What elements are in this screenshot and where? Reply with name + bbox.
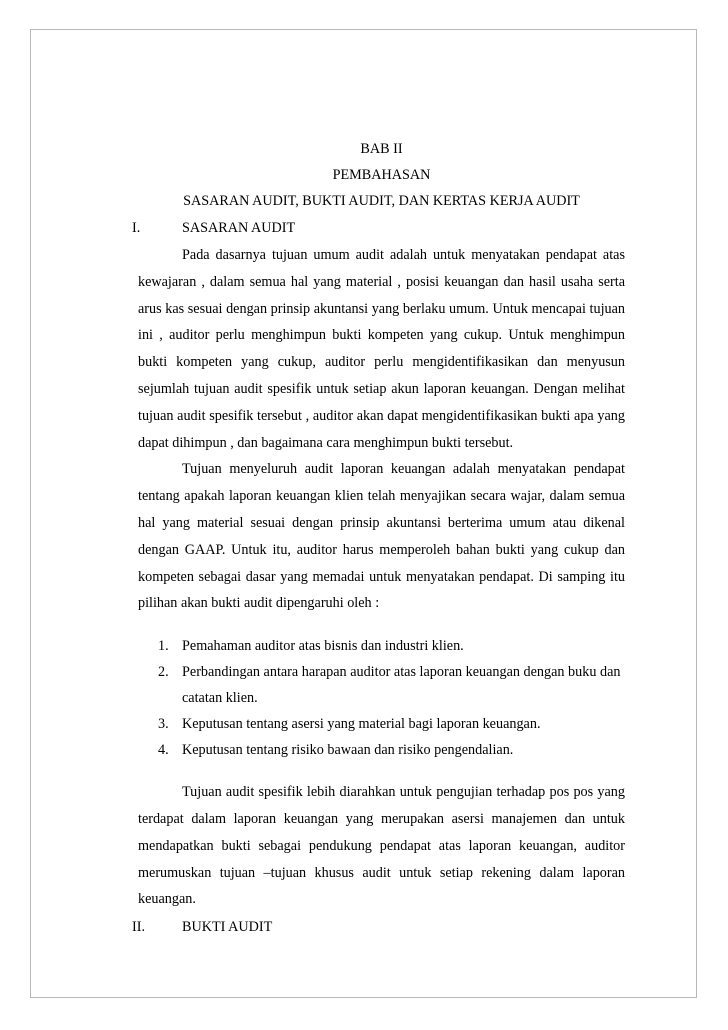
paragraph: Tujuan audit spesifik lebih diarahkan untuk pengujian terhadap pos pos yang terdapat dalam laporan keuangan yang merupakan asersi manajemen dan untuk mendapatkan bukti sebagai pendukung pendapat atas laporan keuangan, auditor merumuskan tujuan –tujuan khusus audit untuk setiap rekening dalam laporan keuangan. [138,784,625,908]
paragraph: Pada dasarnya tujuan umum audit adalah untuk menyatakan pendapat atas kewajaran , dalam semua hal yang material , posisi keuangan dan hasil usaha serta arus kas sesuai dengan prinsip akuntansi yang berlaku umum. Untuk mencapai tujuan ini , auditor perlu menghimpun bukti kompeten yang cukup. Untuk menghimpun bukti kompeten yang cukup, auditor perlu mengidentifikasikan dan menyusun sejumlah tujuan audit spesifik untuk setiap akun laporan keuangan. Dengan melihat tujuan audit spesifik tersebut , auditor akan dapat mengidentifikasikan bukti apa yang dapat dihimpun , dan bagaimana cara menghimpun bukti tersebut. [138,247,625,451]
list-item [138,659,625,711]
chapter-subtitle: SASARAN AUDIT, BUKTI AUDIT, DAN KERTAS KERJA AUDIT [183,193,580,209]
list-item-number: 4. [158,742,169,759]
list-item-text: Keputusan tentang asersi yang material bagi laporan keuangan. [182,716,541,733]
list-item-text: Pemahaman auditor atas bisnis dan industri klien. [182,638,464,655]
list-item-number: 3. [158,716,169,733]
section-heading-sasaran-audit [132,214,625,242]
section-label: BUKTI AUDIT [182,919,273,936]
list-item [138,711,625,737]
section-heading-bukti-audit [132,913,625,941]
section-label: SASARAN AUDIT [182,220,296,236]
section-number: II. [132,919,145,936]
document-body [132,136,625,941]
list-item-text: Keputusan tentang risiko bawaan dan risiko pengendalian. [182,742,514,759]
paragraph: Tujuan menyeluruh audit laporan keuangan adalah menyatakan pendapat tentang apakah laporan keuangan klien telah menyajikan secara wajar, dalam semua hal yang material sesuai dengan prinsip akuntansi berterima umum atau dikenal dengan GAAP. Untuk itu, auditor harus memperoleh bahan bukti yang cukup dan kompeten sebagai dasar yang memadai untuk menyatakan pendapat. Di samping itu pilihan akan bukti audit dipengaruhi oleh : [138,461,625,612]
section-number: I. [132,220,141,236]
list-item [138,737,625,763]
list-item [138,633,625,659]
chapter-title: PEMBAHASAN [332,167,431,183]
factor-list [138,633,625,763]
list-item-number: 2. [158,664,169,681]
list-item-text: Perbandingan antara harapan auditor atas laporan keuangan dengan buku dan catatan klien. [182,664,621,707]
list-item-number: 1. [158,638,169,655]
chapter-heading: BAB II [360,141,403,157]
